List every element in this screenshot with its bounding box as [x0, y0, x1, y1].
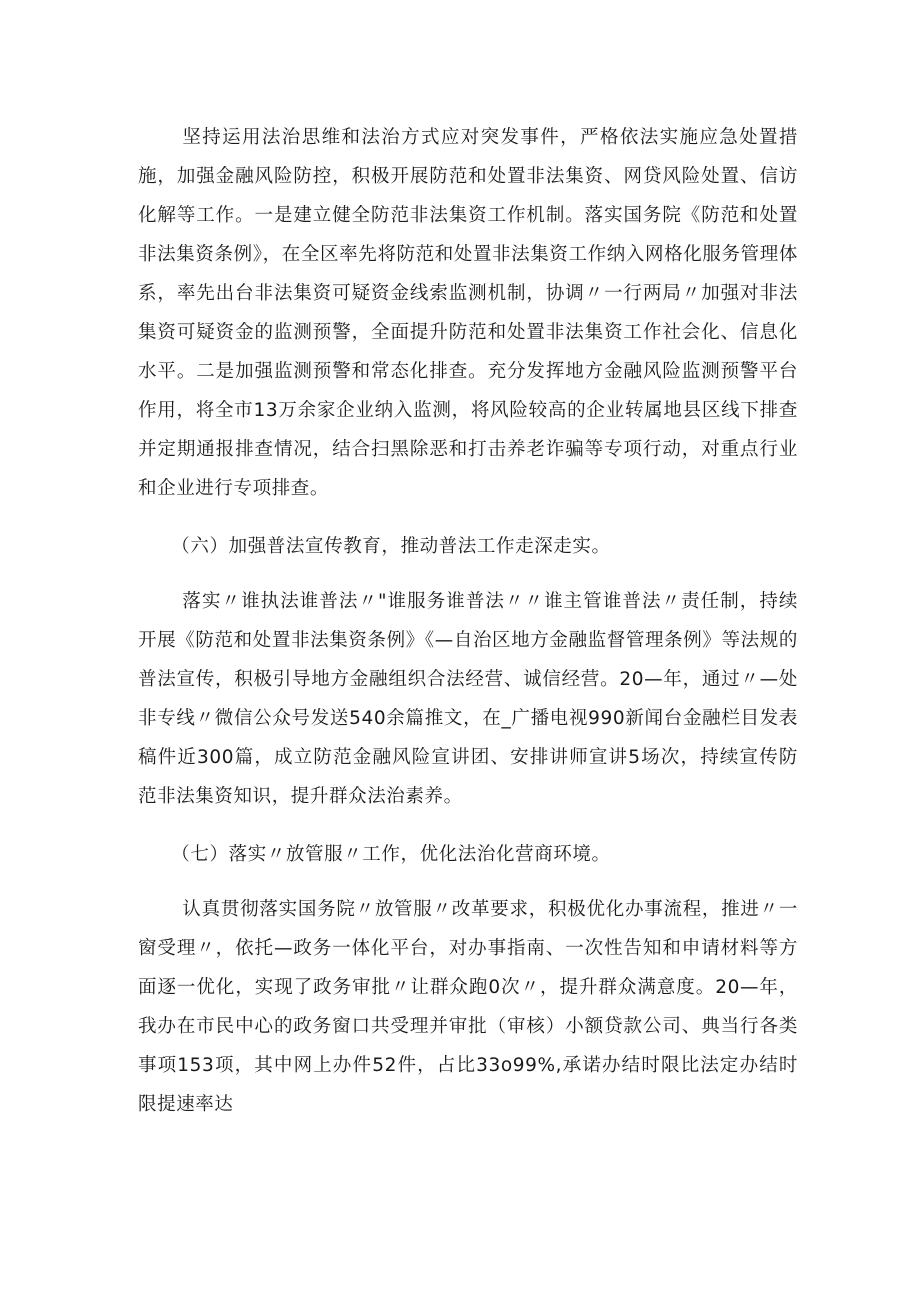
paragraph-illegal-fundraising-prevention: 坚持运用法治思维和法治方式应对突发事件，严格依法实施应急处置措施，加强金融风险防控，积极开展防范和处置非法集资、网贷风险处置、信访化解等工作。一是建立健全防范非法集资工作机制。落实国务院《防范和处置非法集资条例》，在全区率先将防范和处置非法集资工作纳入网格化服务管理体系，率先出台非法集资可疑资金线索监测机制，协调〃一行两局〃加强对非法集资可疑资金的监测预警，全面提升防范和处置非法集资工作社会化、信息化水平。二是加强监测预警和常态化排查。充分发挥地方金融风险监测预警平台作用，将全市13万余家企业纳入监测，将风险较高的企业转属地县区线下排查并定期通报排查情况，结合扫黑除恶和打击养老诈骗等专项行动，对重点行业和企业进行专项排查。	[138, 127, 798, 499]
paragraph-legal-publicity: 落实〃谁执法谁普法〃"谁服务谁普法〃〃谁主管谁普法〃责任制，持续开展《防范和处置非法集资条例》《—自治区地方金融监督管理条例》等法规的普法宣传，积极引导地方金融组织合法经营、诚信经营。20—年，通过〃—处非专线〃微信公众号发送540余篇推文，在_广播电视990新闻台金融栏目发表稿件近300篇，成立防范金融风险宣讲团、安排讲师宣讲5场次，持续宣传防范非法集资知识，提升群众法治素养。	[138, 591, 798, 807]
paragraph-gap	[138, 816, 798, 832]
document-body	[138, 118, 798, 1124]
paragraph-business-environment: 认真贯彻落实国务院〃放管服〃改革要求，积极优化办事流程，推进〃一窗受理〃，依托—政务一体化平台，对办事指南、一次性告知和申请材料等方面逐一优化，实现了政务审批〃让群众跑0次〃，提升群众满意度。20—年，我办在市民中心的政务窗口共受理并审批（审核）小额贷款公司、典当行各类事项153项，其中网上办件52件，占比33o99%,承诺办结时限比法定办结时限提速率达	[138, 899, 798, 1115]
section-heading-seven: （七）落实〃放管服〃工作，优化法治化营商环境。	[171, 844, 611, 865]
paragraph-gap	[138, 508, 798, 524]
section-heading-six: （六）加强普法宣传教育，推动普法工作走深走实。	[171, 536, 611, 557]
